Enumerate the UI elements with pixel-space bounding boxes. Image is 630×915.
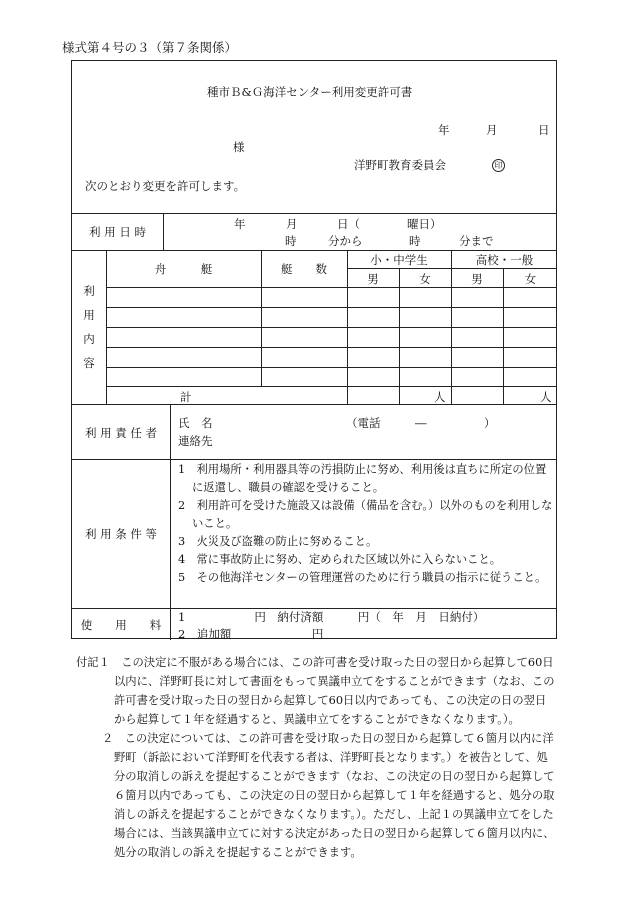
usage-time-from-hour: 時 [285,234,297,248]
col-elementary-middle: 小・中学生 [370,253,428,267]
total-label: 計 [180,390,192,404]
date-day: 日 [538,123,550,137]
fee-label: 使 用 料 [80,618,162,632]
form-number: 様式第４号の３（第７条関係） [62,40,238,55]
issuer-name: 洋野町教育委員会 [354,158,446,172]
divider [106,367,556,368]
divider [163,213,164,250]
responsible-contact-label: 連絡先 [178,434,213,448]
col-male: 男 [471,272,483,286]
divider [399,268,400,404]
usage-time-from-min: 分から [328,234,363,248]
condition-item: 4 常に事故防止に努め、定められた区域以外に入らないこと。 [178,553,502,566]
usage-date-weekday: 曜日） [407,217,442,231]
divider [503,268,504,404]
col-female: 女 [419,272,431,286]
fee-line-2: 2 追加額 円 [178,627,324,641]
addressee-suffix: 様 [233,140,245,154]
col-boat-count: 艇 数 [281,262,327,276]
condition-item: 2 利用許可を受けた施設又は設備（備品を含む。）以外のものを利用しないこと。 [178,499,553,530]
intro-text: 次のとおり変更を許可します。 [85,179,246,193]
col-male: 男 [367,272,379,286]
divider [72,404,556,405]
usage-time-to-min: 分まで [459,234,494,248]
permit-form: 種市Ｂ&Ｇ海洋センター利用変更許可書 年 月 日 様 洋野町教育委員会 印 次のとおり変更を許可します。 利 用 日 時 年 月 日（ 曜日） 時 分から 時 分まで 利 用 内 容 舟 艇 艇 数 小・中学生 高校・一般 男 女 男 女 計 人 人 利 用 責 任 者 氏 名 （電話 ― ） 連絡先 利 用 条 件 等 1 利用場所・利用器具等の汚損防止に努め、利用後は直ちに所定の位置に返還し、職員の確認を受けること。 2 利用許可を受けた施設又は設備（備品を含む。）以外のものを利用しないこと。 3 火災及び盗難の防止に努めること。 4 常に事故防止に努め、定められた区域以外に入らないこと。 5 その他海洋センターの管理運営のために行う職員の指示に従うこと。 使 用 料 1 円 納付済額 円（ 年 月 日納付） 2 追加額 円 [71,60,557,639]
usage-time-to-hour: 時 [409,234,421,248]
col-female: 女 [524,272,537,286]
usage-date-year: 年 [234,217,246,231]
usage-date-day: 日（ [337,217,360,231]
divider [106,327,556,328]
divider [72,250,556,251]
usage-date-label: 利 用 日 時 [89,225,146,239]
note-1: 付記１ この決定に不服がある場合には、この許可書を受け取った日の翌日から起算して60日以内に、洋野町長に対して書面をもって異議申立てをすることができます（なお、この許可書を受け取った日の翌日から起算して60日以内であっても、この決定の日の翌日から起算して１年を経過すると、異議申立てをすることができなくなります。）。 [76,656,555,726]
divider [170,608,171,640]
responsible-name-label: 氏 名 [178,416,213,430]
condition-item: 3 火災及び盗難の防止に努めること。 [178,535,378,548]
total-unit-elem: 人 [434,390,446,404]
divider [106,386,556,387]
conditions-label: 利 用 条 件 等 [84,527,158,541]
fee-line-1: 1 円 納付済額 円（ 年 月 日納付） [178,610,485,624]
usage-date-month: 月 [286,217,298,231]
date-month: 月 [486,123,498,137]
conditions-list [178,461,553,587]
divider [170,404,171,608]
seal-mark: 印 [492,157,505,172]
condition-item: 5 その他海洋センターの管理運営のために行う職員の指示に従うこと。 [178,571,547,584]
divider [106,347,556,348]
divider [106,307,556,308]
note-2: ２ この決定については、この許可書を受け取った日の翌日から起算して６箇月以内に洋野町（訴訟において洋野町を代表する者は、洋野町長となります。）を被告として、処分の取消しの訴えを提起することができます（なお、この決定の日の翌日から起算して６箇月以内であっても、この決定の日の翌日から起算して１年を経過すると、処分の取消しの訴えを提起することができなくなります。）。ただし、上記１の異議申立てをした場合には、当該異議申立てに対する決定があった日の翌日から起算して６箇月以内に、処分の取消しの訴えを提起することができます。 [102,732,555,859]
form-title: 種市Ｂ&Ｇ海洋センター利用変更許可書 [207,85,413,99]
responsible-label: 利 用 責 任 者 [84,426,158,440]
responsible-phone: （電話 ― ） [346,416,496,430]
divider [72,213,556,214]
condition-item: 1 利用場所・利用器具等の汚損防止に努め、利用後は直ちに所定の位置に返還し、職員の確認を受けること。 [178,463,547,494]
col-boat: 舟 艇 [154,262,213,276]
divider [72,459,556,460]
divider [347,268,556,269]
date-year: 年 [438,123,450,137]
divider [106,287,556,288]
col-high-general: 高校・一般 [475,253,534,267]
total-unit-high: 人 [540,390,552,404]
notes-section [76,653,556,862]
